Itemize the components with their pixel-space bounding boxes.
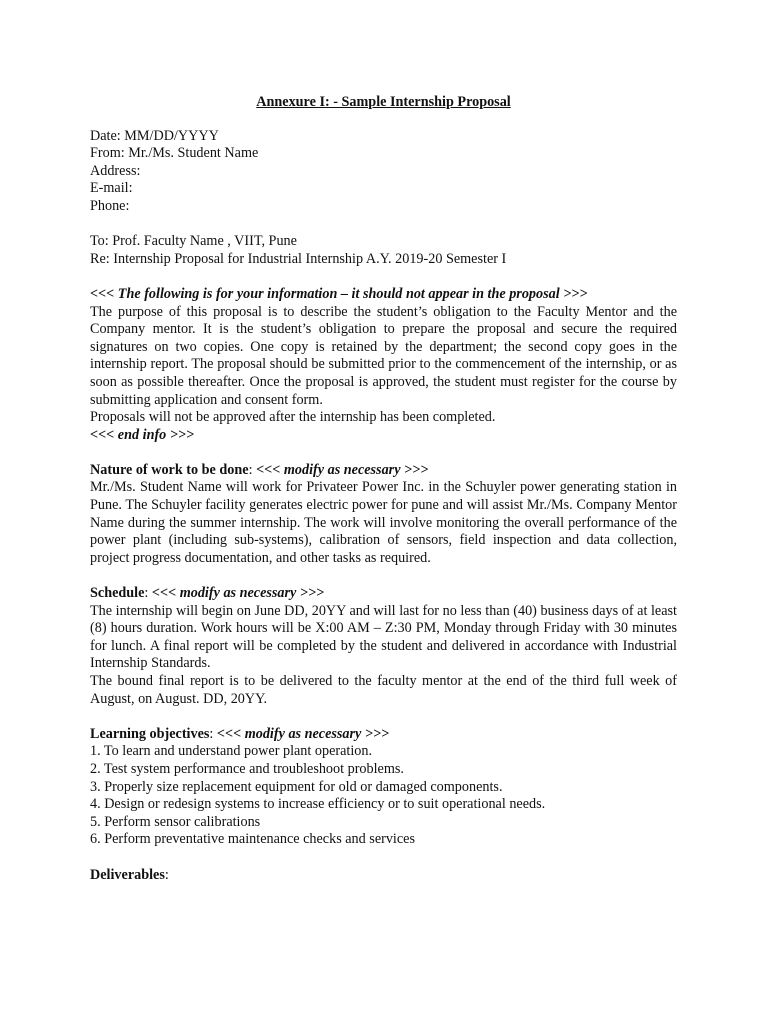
recipient-block [90, 233, 677, 268]
info-end-marker: <<< end info >>> [90, 426, 195, 443]
info-note: Proposals will not be approved after the internship has been completed. [90, 409, 496, 426]
schedule-paragraph-1: The internship will begin on June DD, 20YY and will last for no less than (40) business days of at least (8) hours duration. Work hours will be X:00 AM – Z:30 PM, Monday through Friday with 30 minutes for lunch. A final report will be completed by the student and delivered in accordance with Industrial Internship Standards. [90, 602, 677, 672]
deliverables-heading-line [90, 867, 677, 885]
objectives-heading: Learning objectives [90, 725, 210, 742]
to-line: To: Prof. Faculty Name , VIIT, Pune [90, 233, 297, 250]
nature-heading: Nature of work to be done [90, 461, 249, 478]
date-line: Date: MM/DD/YYYY [90, 127, 219, 144]
nature-sep: : [248, 461, 257, 478]
objectives-section [90, 726, 677, 849]
deliverables-heading: Deliverables [90, 866, 165, 883]
objective-item: 2. Test system performance and troubleshoot problems. [90, 760, 404, 777]
document-page [90, 94, 677, 884]
schedule-modifier: <<< modify as necessary >>> [151, 585, 325, 602]
objectives-sep: : [209, 725, 217, 742]
deliverables-sep: : [164, 866, 169, 883]
objective-item: 6. Perform preventative maintenance checks and services [90, 831, 415, 848]
nature-section [90, 462, 677, 568]
email-line: E-mail: [90, 180, 133, 197]
objective-item: 3. Properly size replacement equipment for old or damaged components. [90, 778, 503, 795]
info-start-marker: <<< The following is for your information – it should not appear in the proposal >>> [90, 285, 588, 302]
spacer [90, 268, 677, 286]
spacer [90, 567, 677, 585]
phone-line: Phone: [90, 197, 130, 214]
schedule-heading-line [90, 585, 677, 603]
schedule-paragraph-2: The bound final report is to be delivered to the faculty mentor at the end of the third full week of August, on August. DD, 20YY. [90, 673, 677, 707]
info-section [90, 286, 677, 444]
objective-item: 1. To learn and understand power plant operation. [90, 743, 373, 760]
objectives-heading-line [90, 726, 677, 744]
from-line: From: Mr./Ms. Student Name [90, 145, 259, 162]
address-line: Address: [90, 162, 141, 179]
sender-block [90, 128, 677, 216]
schedule-section [90, 585, 677, 708]
document-title: Annexure I: - Sample Internship Proposal [256, 94, 511, 110]
objectives-modifier: <<< modify as necessary >>> [216, 725, 390, 742]
nature-modifier: <<< modify as necessary >>> [256, 461, 429, 478]
spacer [90, 444, 677, 462]
spacer [90, 216, 677, 234]
objective-item: 4. Design or redesign systems to increase efficiency or to suit operational needs. [90, 796, 546, 813]
nature-paragraph: Mr./Ms. Student Name will work for Privateer Power Inc. in the Schuyler power generating station in Pune. The Schuyler facility generates electric power for pune and will assist Mr./Ms. Company Mentor Name during the summer internship. The work will involve monitoring the overall performance of the power plant (including sub-systems), calibration of sensors, field inspection and data collection, project progress documentation, and other tasks as required. [90, 479, 677, 566]
spacer [90, 849, 677, 867]
re-line: Re: Internship Proposal for Industrial Internship A.Y. 2019-20 Semester I [90, 250, 507, 267]
spacer [90, 708, 677, 726]
objective-item: 5. Perform sensor calibrations [90, 813, 261, 830]
info-paragraph: The purpose of this proposal is to describe the student’s obligation to the Faculty Mentor and the Company mentor. It is the student’s obligation to prepare the proposal and secure the required signatures on two copies. One copy is retained by the department; the second copy goes in the internship report. The proposal should be submitted prior to the commencement of the internship, or as soon as possible thereafter. Once the proposal is approved, the student must register for the course by submitting application and consent form. [90, 303, 677, 408]
nature-heading-line [90, 462, 677, 480]
deliverables-section [90, 867, 677, 885]
schedule-heading: Schedule [90, 585, 145, 602]
schedule-sep: : [144, 585, 152, 602]
